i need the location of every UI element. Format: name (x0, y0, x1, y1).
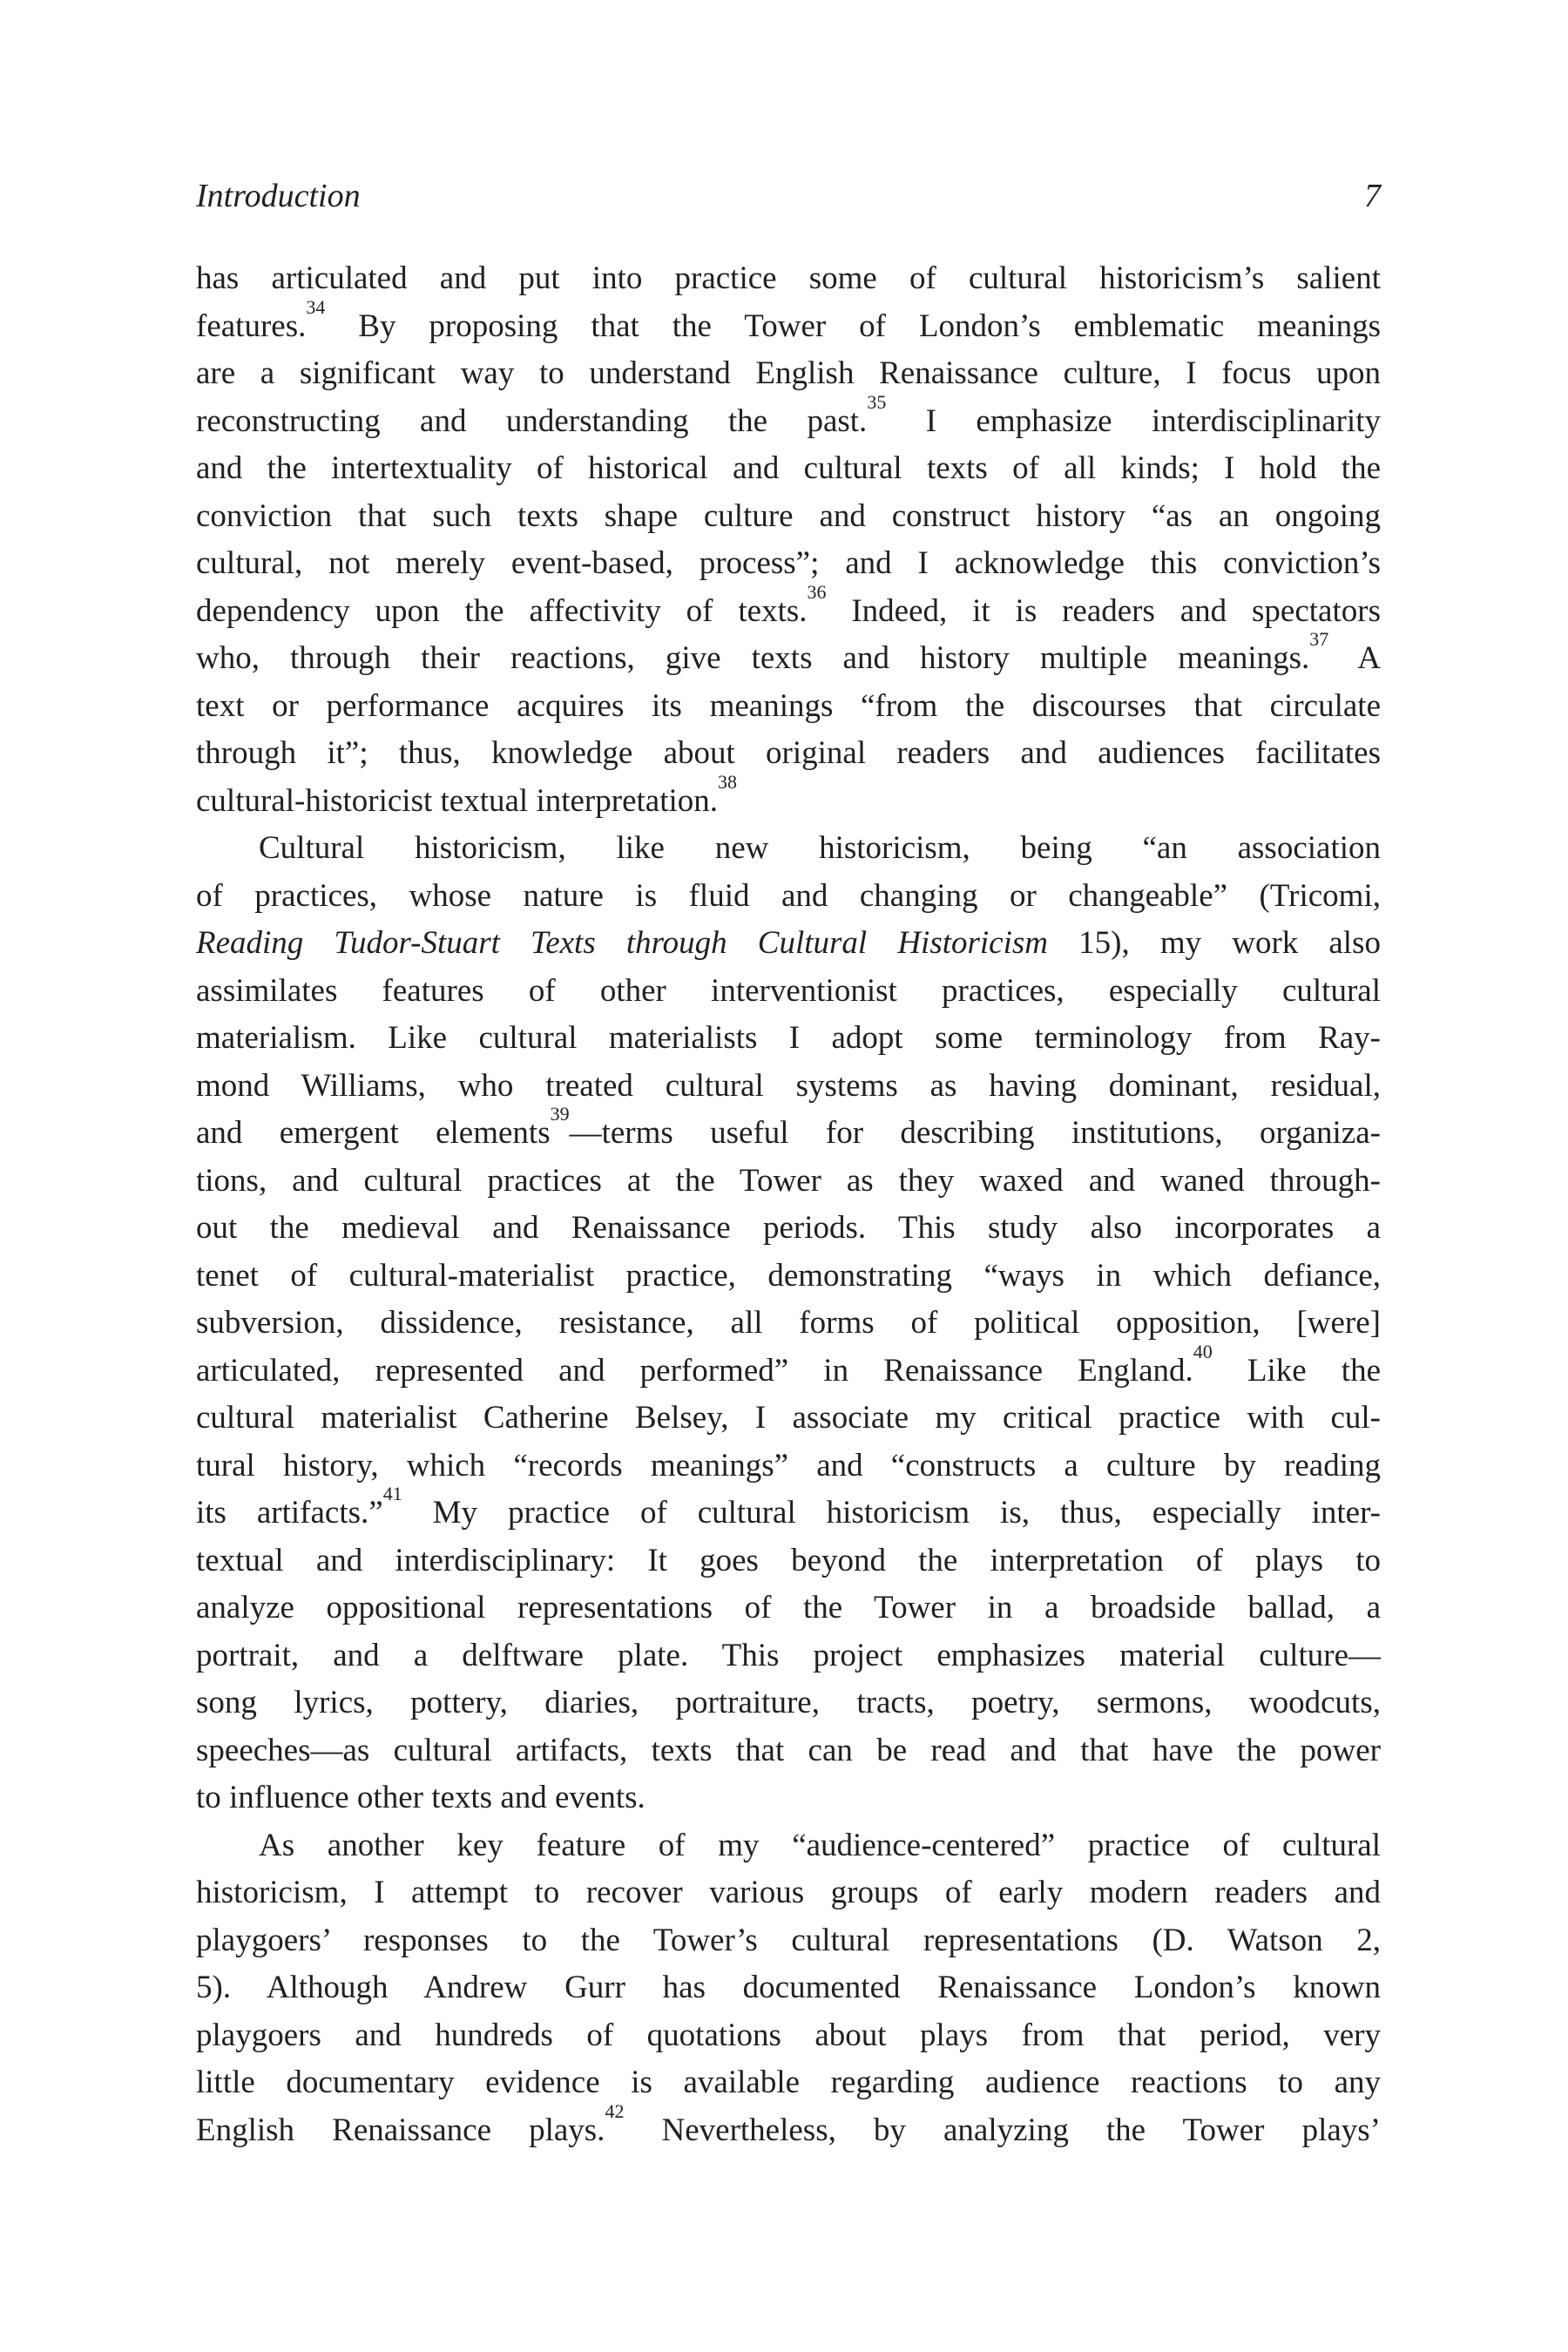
text-line (196, 2099, 1381, 2155)
text-segment: little documentary evidence is available regarding audience reactions to any (196, 2065, 1381, 2100)
text-segment: 5). Although Andrew Gurr has documented Renaissance London’s known (196, 1970, 1381, 2005)
text-segment: My practice of cultural historicism is, thus, especially inter- (402, 1495, 1382, 1531)
text-segment: By proposing that the Tower of London’s emblematic meanings (325, 308, 1381, 344)
text-segment: materialism. Like cultural materialists I adopt some terminology from Ray- (196, 1020, 1381, 1056)
footnote-marker: 37 (1309, 628, 1329, 650)
text-segment: to influence other texts and events. (196, 1780, 645, 1815)
text-line (196, 493, 1381, 541)
running-header (196, 172, 1381, 220)
text-segment: Cultural historicism, like new historicism, being “an association (259, 830, 1381, 866)
text-line (196, 1443, 1381, 1490)
text-segment: Nevertheless, by analyzing the Tower plays’ (624, 2112, 1381, 2148)
text-segment: As another key feature of my “audience-centered” practice of cultural (259, 1827, 1381, 1863)
text-line (196, 1483, 1382, 1538)
text-segment: text or performance acquires its meanings “from the discourses that circulate (196, 687, 1381, 724)
text-line (196, 2012, 1381, 2060)
text-segment: and emergent elements (196, 1115, 551, 1151)
text-segment: speeches—as cultural artifacts, texts that can be read and that have the power (196, 1732, 1381, 1768)
text-segment: textual and interdisciplinary: It goes beyond the interpretation of plays to (196, 1542, 1381, 1578)
text-line (196, 580, 1381, 636)
text-segment: dependency upon the affectivity of texts. (196, 592, 808, 629)
text-line (196, 1964, 1381, 2012)
text-segment: tions, and cultural practices at the Tower as they waxed and waned through- (196, 1162, 1381, 1199)
text-segment: reconstructing and understanding the past. (196, 402, 868, 439)
text-segment: out the medieval and Renaissance periods. This study also incorporates a (196, 1210, 1381, 1246)
text-line (196, 350, 1381, 398)
text-segment: historicism, I attempt to recover various groups of early modern readers and (196, 1875, 1381, 1910)
text-line (196, 628, 1381, 683)
text-segment: playgoers and hundreds of quotations about plays from that period, very (196, 2017, 1381, 2053)
text-line (196, 540, 1381, 588)
text-line (196, 825, 1381, 873)
text-line (196, 1158, 1381, 1206)
text-line (196, 1727, 1381, 1775)
text-line (196, 2059, 1381, 2107)
italic-title: Reading Tudor-Stuart Texts through Cultural Historicism (196, 925, 1048, 961)
footnote-marker: 41 (382, 1483, 402, 1504)
text-line (196, 1253, 1381, 1301)
text-segment: and the intertextuality of historical and cultural texts of all kinds; I hold the (196, 450, 1381, 486)
text-line (196, 1917, 1381, 1965)
text-line (196, 1774, 1381, 1822)
text-segment: Like the (1212, 1352, 1381, 1389)
text-segment: English Renaissance plays. (196, 2112, 605, 2148)
text-segment: cultural, not merely event-based, process”; and I acknowledge this conviction’s (196, 545, 1381, 581)
text-segment: analyze oppositional representations of the Tower in a broadside ballad, a (196, 1590, 1381, 1625)
text-segment: through it”; thus, knowledge about original readers and audiences facilitates (196, 735, 1381, 771)
text-line (196, 1063, 1381, 1111)
text-line (196, 295, 1381, 351)
text-segment: articulated, represented and performed” in Renaissance England. (196, 1352, 1193, 1389)
body-text (196, 255, 1381, 2154)
text-segment: Indeed, it is readers and spectators (826, 592, 1381, 629)
text-line (196, 1103, 1381, 1158)
text-line (196, 255, 1381, 303)
text-segment: I emphasize interdisciplinarity (886, 402, 1381, 439)
text-segment: features. (196, 308, 307, 344)
footnote-marker: 36 (807, 580, 827, 603)
text-segment: playgoers’ responses to the Tower’s cultural representations (D. Watson 2, (196, 1922, 1381, 1958)
text-segment: who, through their reactions, give texts and history multiple meanings. (196, 640, 1310, 676)
footnote-marker: 35 (867, 390, 887, 413)
text-segment: assimilates features of other interventionist practices, especially cultural (196, 972, 1381, 1009)
text-line (196, 1538, 1381, 1585)
text-line (196, 1205, 1381, 1253)
footnote-marker: 38 (718, 770, 738, 793)
text-line (196, 683, 1381, 731)
text-line (196, 770, 1381, 826)
text-segment: of practices, whose nature is fluid and changing or changeable” (Tricomi, (196, 877, 1381, 914)
text-segment: portrait, and a delftware plate. This project emphasizes material culture— (196, 1637, 1381, 1673)
text-line (196, 1822, 1381, 1870)
text-line (196, 1340, 1381, 1396)
text-line (196, 1015, 1381, 1063)
text-segment: 15), my work also (1048, 925, 1381, 961)
text-line (196, 730, 1381, 778)
footnote-marker: 42 (605, 2099, 625, 2122)
text-segment: —terms useful for describing institutions, organiza- (569, 1115, 1381, 1151)
text-segment: A (1328, 640, 1381, 676)
text-line (196, 445, 1381, 493)
footnote-marker: 34 (306, 295, 326, 318)
text-line (196, 1869, 1381, 1917)
text-line (196, 390, 1381, 446)
text-segment: cultural-historicist textual interpretation. (196, 782, 719, 819)
text-line (196, 1680, 1381, 1727)
page-number: 7 (1364, 178, 1381, 214)
text-line (196, 920, 1381, 968)
text-line (196, 1585, 1381, 1632)
text-segment: conviction that such texts shape culture and construct history “as an ongoing (196, 497, 1381, 534)
footnote-marker: 40 (1193, 1340, 1213, 1362)
text-segment: subversion, dissidence, resistance, all forms of political opposition, [were] (196, 1305, 1381, 1341)
text-line (196, 1395, 1381, 1443)
text-segment: song lyrics, pottery, diaries, portraiture, tracts, poetry, sermons, woodcuts, (196, 1685, 1381, 1720)
text-line (196, 968, 1381, 1016)
text-segment: mond Williams, who treated cultural systems as having dominant, residual, (196, 1067, 1381, 1104)
text-segment: tenet of cultural-materialist practice, demonstrating “ways in which defiance, (196, 1257, 1381, 1294)
text-line (196, 873, 1381, 921)
text-segment: cultural materialist Catherine Belsey, I associate my critical practice with cul- (196, 1400, 1381, 1436)
footnote-marker: 39 (550, 1103, 570, 1125)
text-line (196, 1632, 1381, 1680)
running-head-title: Introduction (196, 178, 361, 214)
text-segment: has articulated and put into practice some of cultural historicism’s salient (196, 260, 1381, 296)
text-segment: its artifacts.” (196, 1495, 383, 1531)
text-segment: tural history, which “records meanings” and “constructs a culture by reading (196, 1447, 1381, 1484)
text-segment: are a significant way to understand English Renaissance culture, I focus upon (196, 355, 1381, 391)
